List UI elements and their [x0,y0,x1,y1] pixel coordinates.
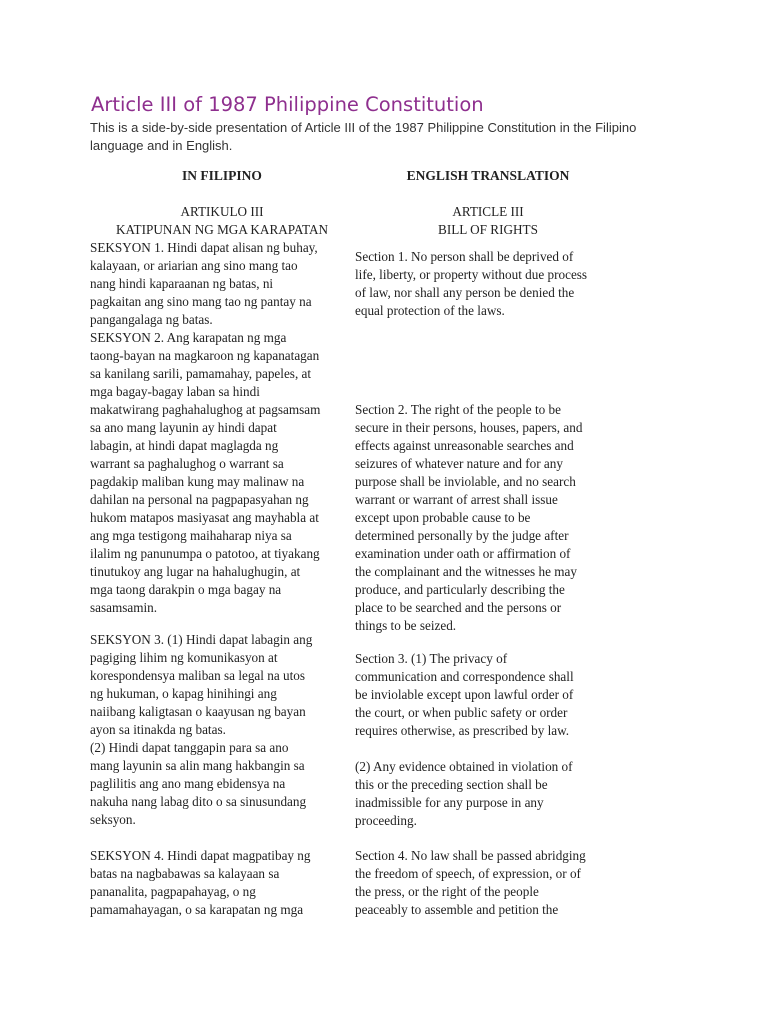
filipino-article-title: KATIPUNAN NG MGA KARAPATAN [115,222,329,237]
english-column-header: ENGLISH TRANSLATION [406,168,570,183]
filipino-column-header: IN FILIPINO [182,168,262,183]
english-section-1: Section 1. No person shall be deprived of life, liberty, or property without due process of law, nor shall any person be denied the equal protection of the laws. [355,249,588,318]
filipino-article-number: ARTIKULO III [180,204,264,219]
filipino-article-heading [90,203,354,239]
english-section-3-paragraph-2: (2) Any evidence obtained in violation of this or the preceding section shall be inadmissible for any purpose in any proceeding. [355,759,573,828]
filipino-section-3-paragraph-2: (2) Hindi dapat tanggapin para sa ano mang layunin sa alin mang hakbangin sa paglilitis ang ano mang ebidensya na nakuha nang labag dito o sa sinusundang seksyon. [90,740,307,827]
english-article-number: ARTICLE III [452,204,524,219]
english-article-heading [354,203,622,239]
english-article-title: BILL OF RIGHTS [438,222,538,237]
filipino-section-3-paragraph-1: SEKSYON 3. (1) Hindi dapat labagin ang pagiging lihim ng komunikasyon at korespondensya maliban sa legal na utos ng hukuman, o kapag hinihingi ang naiibang kaligtasan o kaayusan ng bayan ayon sa itinakda ng batas. [90,632,313,737]
english-section-4: Section 4. No law shall be passed abridging the freedom of speech, of expression, or of the press, or the right of the people peaceably to assemble and petition the [355,848,586,917]
intro-paragraph: This is a side-by-side presentation of Article III of the 1987 Philippine Constitution in the Filipino language and in English. [90,120,637,153]
page-title: Article III of 1987 Philippine Constitution [91,93,484,116]
filipino-section-1: SEKSYON 1. Hindi dapat alisan ng buhay, kalayaan, or ariarian ang sino mang tao nang hindi kaparaanan ng batas, ni pagkaitan ang sino mang tao ng pantay na pangangalaga ng batas. [90,240,318,327]
filipino-section-4: SEKSYON 4. Hindi dapat magpatibay ng batas na nagbabawas sa kalayaan sa pananalita, pagpapahayag, o ng pamamahayagan, o sa karapatan ng mga [90,848,311,917]
filipino-section-2: SEKSYON 2. Ang karapatan ng mga taong-bayan na magkaroon ng kapanatagan sa kanilang sarili, pamamahay, papeles, at mga bagay-bagay laban sa hindi makatwirang paghahalughog at pagsamsam sa ano mang layunin ay hindi dapat labagin, at hindi dapat maglagda ng warrant sa paghalughog o warrant sa pagdakip maliban kung may malinaw na dahilan na personal na pagpapasyahan ng hukom matapos masiyasat ang mayhabla at ang mga testigong maihaharap niya sa ilalim ng panunumpa o patotoo, at tiyakang tinutukoy ang lugar na hahalughugin, at mga taong darakpin o mga bagay na sasamsamin. [90,330,321,615]
english-section-3-paragraph-1: Section 3. (1) The privacy of communication and correspondence shall be inviolable except upon lawful order of the court, or when public safety or order requires otherwise, as prescribed by law. [355,651,574,738]
english-section-2: Section 2. The right of the people to be secure in their persons, houses, papers, and effects against unreasonable searches and seizures of whatever nature and for any purpose shall be inviolable, and no search warrant or warrant of arrest shall issue except upon probable cause to be determined personally by the judge after examination under oath or affirmation of the complainant and the witnesses he may produce, and particularly describing the place to be searched and the persons or things to be seized. [355,402,583,633]
